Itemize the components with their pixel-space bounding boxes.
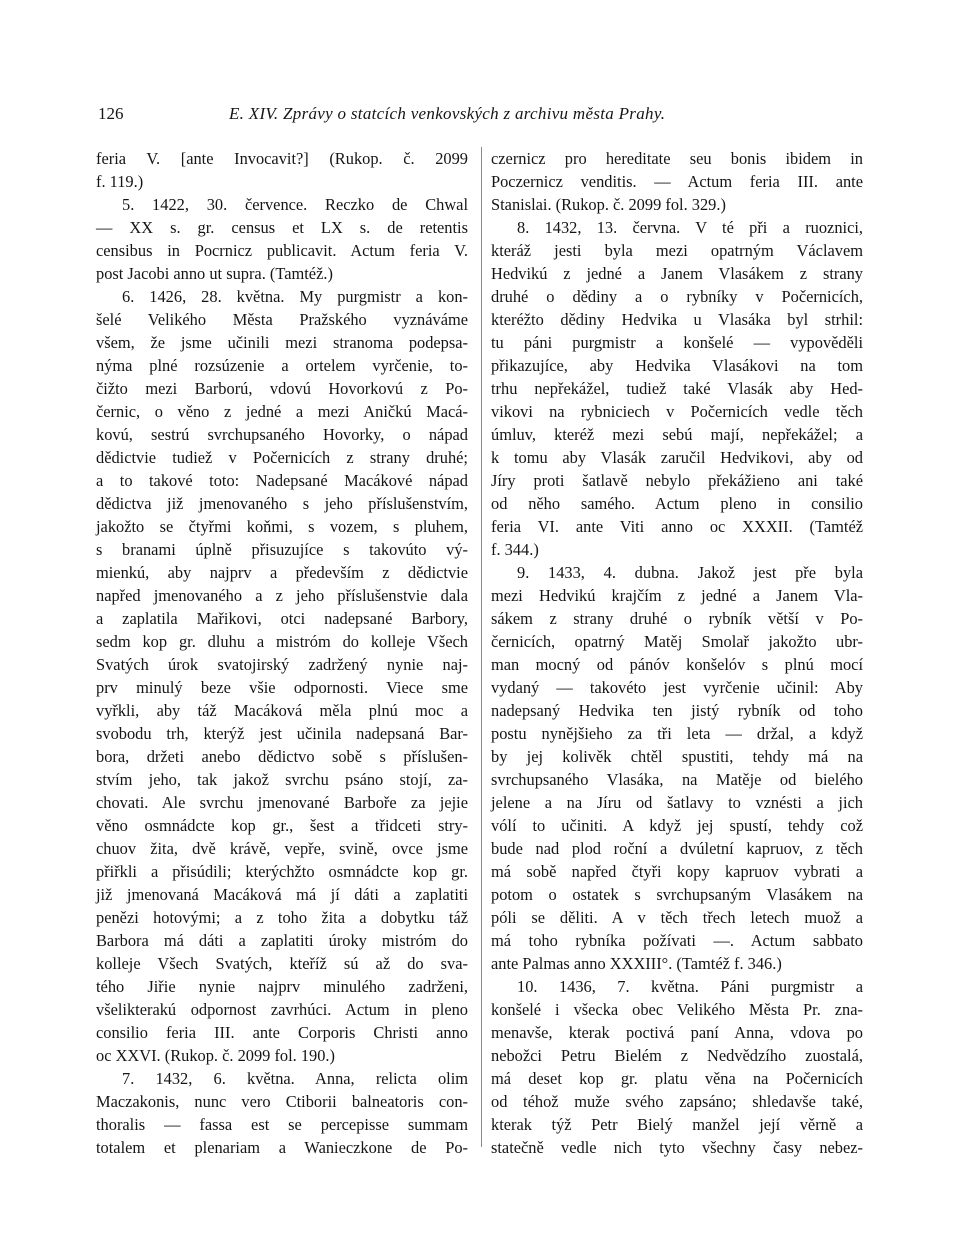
text-line: man mocný od pánóv konšelóv s plnú mocí (491, 655, 863, 674)
text-line: k tomu aby Vlasák zaručil Hedvikovi, aby od (491, 448, 863, 467)
text-line: již jmenovaná Macáková má jí dáti a zaplatiti (96, 885, 468, 904)
text-line: potom o ostatek s svrchupsaným Vlasákem na (491, 885, 863, 904)
text-line: dědictva již jmenovaného s jeho příslušenstvím, (96, 494, 468, 513)
text-line: penězi hotovými; a z toho žita a dobytku táž (96, 908, 468, 927)
text-line: trhu nepřekážel, tudiež také Vlasák aby Hed- (491, 379, 863, 398)
text-line: post Jacobi anno ut supra. (Tamtéž.) (96, 264, 333, 283)
column-divider (481, 147, 482, 1147)
text-line: úmluv, kteréž mezi sebú mají, nepřekážel; a (491, 425, 863, 444)
text-line: postu nynějšieho za tři leta — držal, a když (491, 724, 863, 743)
text-line: chuov žita, dvě krávě, vepře, svině, ovce jsme (96, 839, 468, 858)
text-line: svrchupsaného Vlasáka, na Matěje od bielého (491, 770, 863, 789)
running-head: E. XIV. Zprávy o statcích venkovských z archivu města Prahy. (229, 104, 666, 123)
text-line: kolleje Všech Svatých, kteříž sú až do sva- (96, 954, 468, 973)
text-line: 5. 1422, 30. července. Reczko de Chwal (122, 195, 468, 214)
text-line: bude nad plod roční a dvúletní kapruov, z těch (491, 839, 863, 858)
text-line: vikovi na rybniciech v Počernicích vedle těch (491, 402, 863, 421)
text-line: má toho rybníka požívati —. Actum sabbato (491, 931, 863, 950)
text-line: totalem et plenariam a Wanieczkone de Po- (96, 1138, 468, 1157)
text-line: tého Jiřie nynie najprv minulého zadrženi, (96, 977, 468, 996)
text-line: kovú, sestrú svrchupsaného Hovorky, o nápad (96, 425, 468, 444)
text-line: censibus in Pocrnicz publicavit. Actum feria V. (96, 241, 468, 260)
text-line: by jej kolivěk chtěl spustiti, tehdy má na (491, 747, 863, 766)
text-line: oc XXVI. (Rukop. č. 2099 fol. 190.) (96, 1046, 335, 1065)
text-line: vyřkli, aby táž Macáková měla plnú moc a (96, 701, 468, 720)
text-line: napřed jmenovaného a z jeho příslušenstvie dala (96, 586, 468, 605)
text-line: mienkú, aby najprv a především z dědictvie (96, 563, 468, 582)
text-line: má sobě napřed čtyři kopy kapruov vybrati a (491, 862, 863, 881)
text-line: přikazujíce, aby Hedvika Vlasákovi na tom (491, 356, 863, 375)
text-line: f. 119.) (96, 172, 144, 191)
text-line: Jíry proti šatlavě nebylo překážieno ani také (491, 471, 863, 490)
text-line: nadepsaný Hedvika ten jistý rybník od toho (491, 701, 863, 720)
text-line: 7. 1432, 6. května. Anna, relicta olim (122, 1069, 468, 1088)
text-line: bora, držeti anebo dědictvo sobě s příslušen- (96, 747, 468, 766)
text-line: sedm kop gr. dluhu a mistróm do kolleje Všech (96, 632, 468, 651)
text-line: Hedvikú z jedné a Janem Vlasákem z strany (491, 264, 863, 283)
text-line: Maczakonis, nunc vero Ctiborii balneatoris con- (96, 1092, 468, 1111)
text-line: Poczernicz venditis. — Actum feria III. ante (491, 172, 863, 191)
text-line: všelikterakú odpornost zavrhúci. Actum in pleno (96, 1000, 468, 1019)
text-line: menavše, kterak poctivá paní Anna, vdova po (491, 1023, 863, 1042)
text-line: czernicz pro hereditate seu bonis ibidem in (491, 149, 863, 168)
text-line: šelé Velikého Města Pražského vyznáváme (96, 310, 468, 329)
text-line: dědictvie tudiež v Počernicích z strany druhé; (96, 448, 468, 467)
text-line: černic, o věno z jedné a mezi Aničkú Macá- (96, 402, 468, 421)
text-line: feria VI. ante Viti anno oc XXXII. (Tamtéž (491, 517, 863, 536)
left-column (96, 147, 468, 1159)
text-line: Barbora má dáti a zaplatiti úroky mistróm do (96, 931, 468, 950)
text-line: přiřkli a přisúdili; kterýchžto osmnádcte kop gr. (96, 862, 468, 881)
text-line: mezi Hedvikú krajčím z jedné a Janem Vla- (491, 586, 863, 605)
text-line: a to takové toto: Nadepsané Macákové nápad (96, 471, 468, 490)
text-line: konšelé i všecka obec Velikého Města Pr. zna- (491, 1000, 863, 1019)
text-line: f. 344.) (491, 540, 539, 559)
text-line: od téhož muže svého zapsáno; shledavše také, (491, 1092, 863, 1111)
text-line: statečně vedle nich tyto všechny časy nebez- (491, 1138, 863, 1157)
text-line: od něho samého. Actum pleno in consilio (491, 494, 863, 513)
page-header (98, 104, 878, 130)
text-line: sákem z strany druhé o rybník větší v Po- (491, 609, 863, 628)
text-line: consilio feria III. ante Corporis Christi anno (96, 1023, 468, 1042)
text-line: póli se děliti. A v těch třech letech muož a (491, 908, 863, 927)
text-line: černicích, opatrný Matěj Smolař jakožto ubr- (491, 632, 863, 651)
text-line: nebožci Petru Bielém z Nedvědzího zuostalá, (491, 1046, 863, 1065)
text-line: prv minulý beze všie odpornosti. Viece sme (96, 678, 468, 697)
text-line: feria V. [ante Invocavit?] (Rukop. č. 2099 (96, 149, 468, 168)
text-line: thoralis — fassa est se percepisse summam (96, 1115, 468, 1134)
text-line: věno osmnádcte kop gr., šest a třidceti stry- (96, 816, 468, 835)
text-line: 8. 1432, 13. června. V té při a ruoznici, (517, 218, 863, 237)
right-column (491, 147, 863, 1159)
text-line: Svatých úrok svatojirský zadržený nynie naj- (96, 655, 468, 674)
text-line: vydaný — takovéto jest vyrčenie učinil: Aby (491, 678, 863, 697)
text-line: ante Palmas anno XXXIII°. (Tamtéž f. 346.) (491, 954, 782, 973)
text-line: jakožto se čtyřmi koňmi, s vozem, s pluhem, (96, 517, 468, 536)
text-line: nýma plné rozsúzenie a ortelem vyrčenie, to- (96, 356, 468, 375)
text-line: chovati. Ale svrchu jmenované Barboře za jejie (96, 793, 468, 812)
text-line: kteréžto dědiny Hedvika u Vlasáka byl strhil: (491, 310, 863, 329)
text-line: druhé o dědiny a o rybníky v Počernicích, (491, 287, 863, 306)
text-line: s branami úplně přisuzujíce s takovúto vý- (96, 540, 468, 559)
text-line: jelene a na Jíru od šatlavy to vznésti a jich (491, 793, 863, 812)
text-line: vólí to učiniti. A když jej spustí, tehdy což (491, 816, 863, 835)
text-line: 9. 1433, 4. dubna. Jakož jest pře byla (517, 563, 863, 582)
text-line: — XX s. gr. census et LX s. de retentis (96, 218, 468, 237)
text-line: a zaplatila Mařikovi, otci nadepsané Barbory, (96, 609, 468, 628)
text-line: Stanislai. (Rukop. č. 2099 fol. 329.) (491, 195, 726, 214)
text-line: kterak týž Petr Bielý manžel její věrně a (491, 1115, 863, 1134)
text-line: všem, že jsme učinili mezi stranoma podepsa- (96, 333, 468, 352)
text-line: kteráž jesti byla mezi opatrným Václavem (491, 241, 863, 260)
text-line: 10. 1436, 7. května. Páni purgmistr a (517, 977, 863, 996)
text-line: 6. 1426, 28. května. My purgmistr a kon- (122, 287, 468, 306)
text-line: tu páni purgmistr a konšelé — vypověděli (491, 333, 863, 352)
text-line: svobodu trh, kterýž jest učinila nadepsaná Bar- (96, 724, 468, 743)
text-line: čižto mezi Barború, vdovú Hovorkovú z Po- (96, 379, 468, 398)
text-line: má deset kop gr. platu věna na Počernicích (491, 1069, 863, 1088)
page-number: 126 (98, 104, 124, 123)
text-line: stvím jeho, tak jakož svrchu psáno stojí, za- (96, 770, 468, 789)
